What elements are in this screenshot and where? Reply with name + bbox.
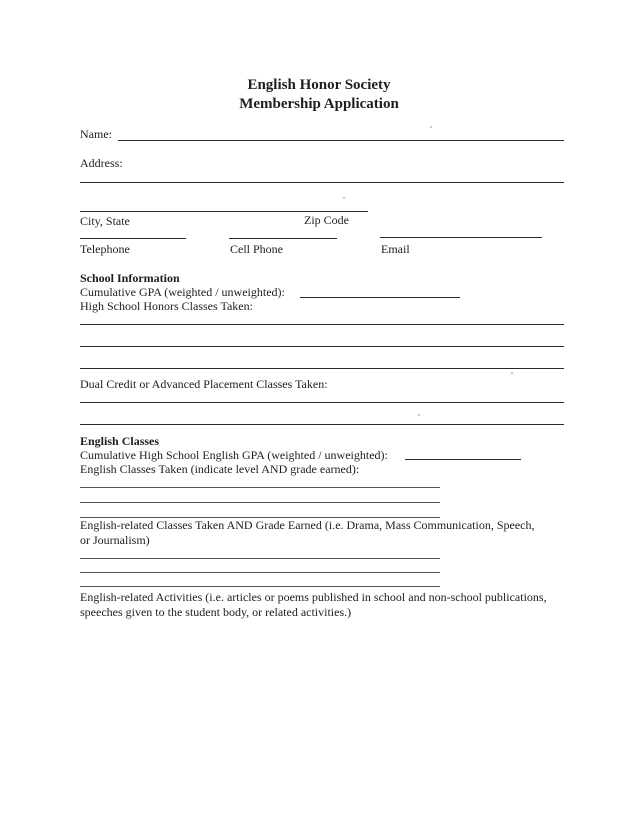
english-classes-taken-label: English Classes Taken (indicate level AND grade earned):	[80, 462, 360, 476]
zip-code-label: Zip Code	[304, 213, 349, 227]
english-gpa-line[interactable]	[405, 459, 521, 460]
honors-line-1[interactable]	[80, 324, 564, 325]
dual-credit-label: Dual Credit or Advanced Placement Classes Taken:	[80, 377, 328, 391]
city-state-zip-line[interactable]	[80, 211, 368, 212]
email-label: Email	[381, 242, 410, 256]
form-title-line1: English Honor Society	[247, 77, 391, 93]
honors-classes-label: High School Honors Classes Taken:	[80, 299, 253, 313]
name-line[interactable]	[118, 140, 564, 141]
english-gpa-label: Cumulative High School English GPA (weighted / unweighted):	[80, 448, 388, 462]
address-line[interactable]	[80, 182, 564, 183]
scan-speck	[343, 197, 345, 199]
scan-speck	[430, 126, 432, 128]
school-info-heading: School Information	[80, 271, 180, 285]
telephone-label: Telephone	[80, 242, 130, 256]
cell-phone-label: Cell Phone	[230, 242, 283, 256]
honors-line-3[interactable]	[80, 368, 564, 369]
dual-credit-line-2[interactable]	[80, 424, 564, 425]
related-activities-label-line1: English-related Activities (i.e. articles or poems published in school and non-school publications,	[80, 590, 547, 604]
scan-speck	[418, 414, 420, 416]
telephone-line[interactable]	[80, 238, 186, 239]
related-activities-label-line2: speeches given to the student body, or related activities.)	[80, 605, 352, 619]
related-classes-line-2[interactable]	[80, 572, 440, 573]
related-classes-line-1[interactable]	[80, 558, 440, 559]
english-classes-line-1[interactable]	[80, 487, 440, 488]
english-classes-line-2[interactable]	[80, 502, 440, 503]
name-label: Name:	[80, 127, 112, 141]
related-classes-line-3[interactable]	[80, 586, 440, 587]
related-classes-label-line2: or Journalism)	[80, 533, 150, 547]
email-line[interactable]	[380, 237, 542, 238]
cumulative-gpa-label: Cumulative GPA (weighted / unweighted):	[80, 285, 285, 299]
city-state-label: City, State	[80, 214, 130, 228]
english-classes-heading: English Classes	[80, 434, 160, 448]
form-title-line2: Membership Application	[239, 96, 399, 112]
cell-phone-line[interactable]	[229, 238, 337, 239]
honors-line-2[interactable]	[80, 346, 564, 347]
related-classes-label-line1: English-related Classes Taken AND Grade Earned (i.e. Drama, Mass Communication, Speech,	[80, 518, 535, 532]
address-label: Address:	[80, 156, 123, 170]
cumulative-gpa-line[interactable]	[300, 297, 460, 298]
scan-speck	[511, 372, 513, 374]
dual-credit-line-1[interactable]	[80, 402, 564, 403]
